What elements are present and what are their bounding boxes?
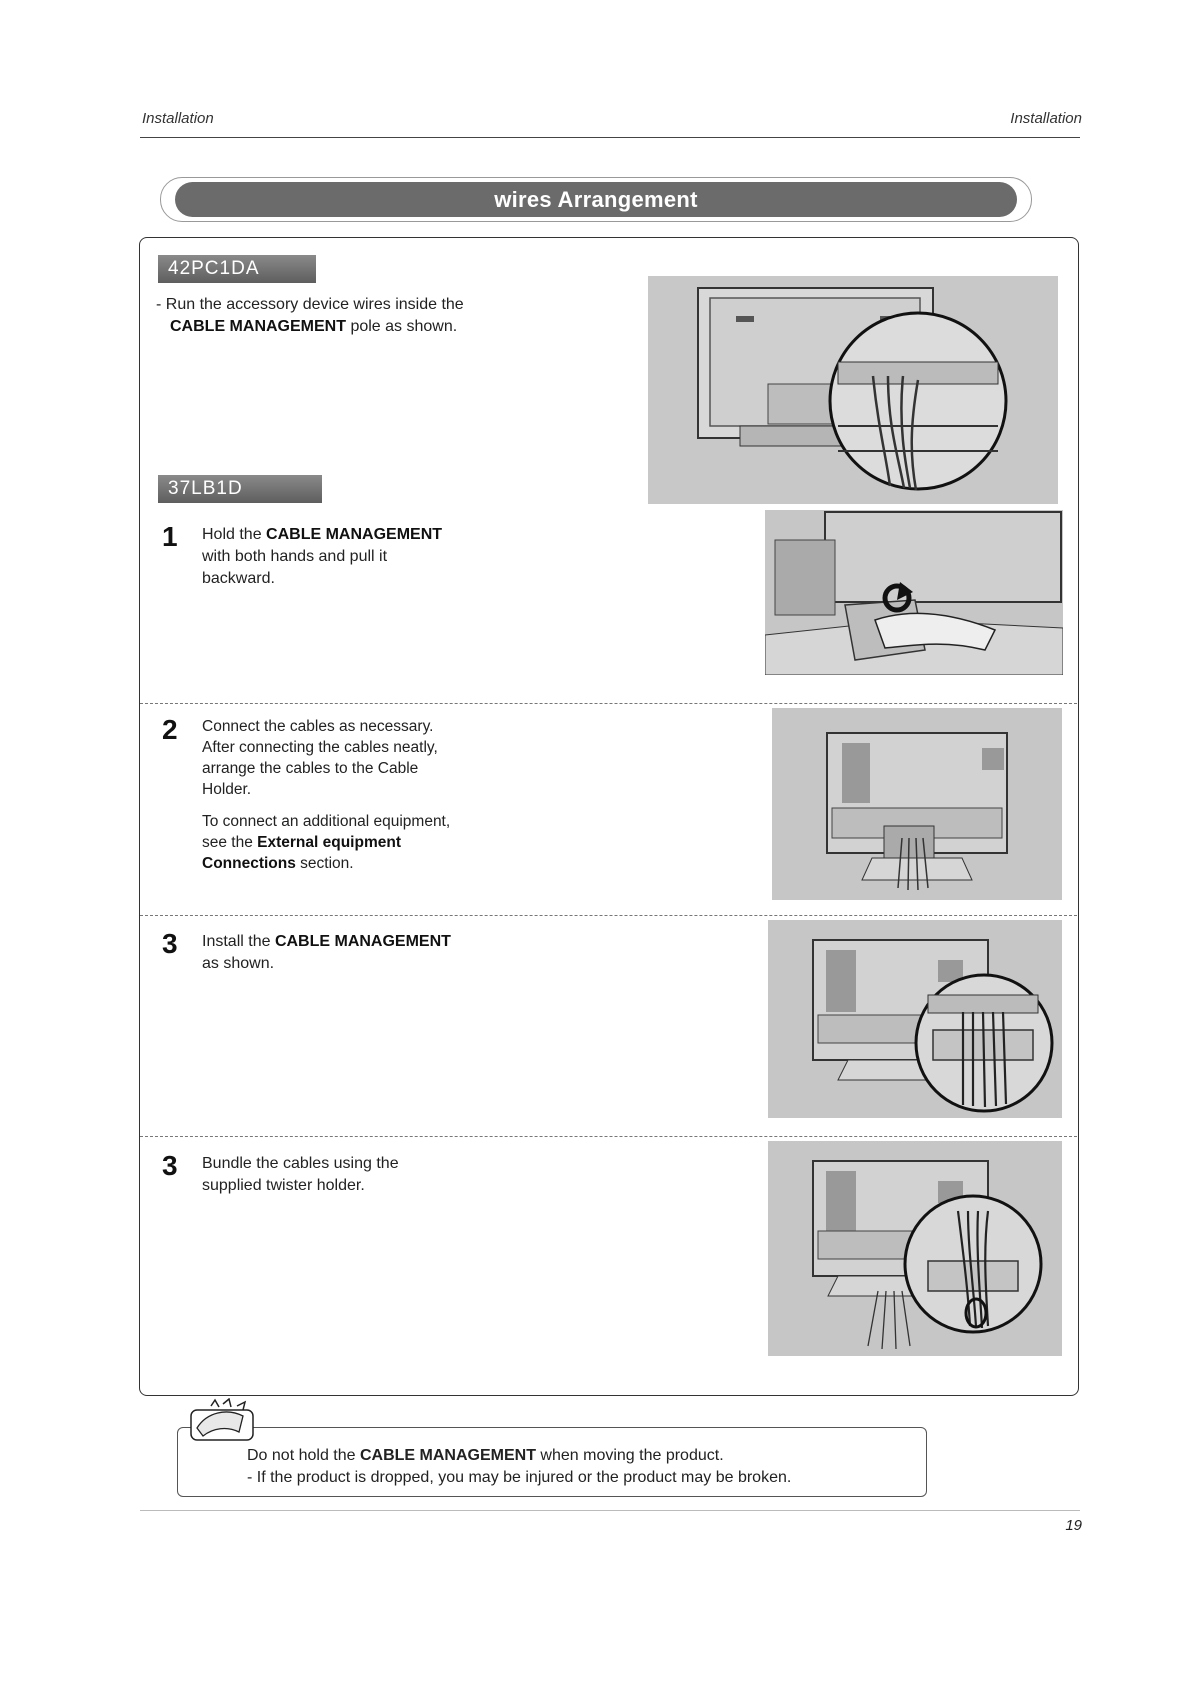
caution-text-rest: when moving the product.	[535, 1447, 724, 1464]
step-divider	[140, 915, 1077, 916]
step-2-line4: Holder.	[202, 781, 252, 798]
step-3-line1	[202, 931, 451, 953]
model-a-instruction-rest: pole as shown.	[346, 318, 458, 335]
caution-text: Do not hold the	[247, 1447, 360, 1464]
cable-management-term: CABLE MANAGEMENT	[266, 526, 443, 543]
step-2-section-text: section.	[295, 855, 354, 872]
model-a-instruction-line2	[170, 316, 457, 338]
step-1-text: Hold the	[202, 526, 267, 543]
cable-management-term: CABLE MANAGEMENT	[170, 318, 346, 335]
step-2-line5: To connect an additional equipment,	[202, 813, 451, 830]
step-divider	[140, 1136, 1077, 1137]
step-2-line2: After connecting the cables neatly,	[202, 739, 438, 756]
figure-step-3-install-cable-management	[768, 920, 1062, 1118]
content-panel	[139, 237, 1079, 1396]
step-2-see-text: see the	[202, 834, 258, 851]
running-header-right: Installation	[1010, 110, 1082, 127]
step-1-line2: with both hands and pull it	[202, 548, 388, 565]
model-tag-42pc1da: 42PC1DA	[158, 255, 316, 283]
step-3-text: Install the	[202, 933, 275, 950]
step-2-line3: arrange the cables to the Cable	[202, 760, 419, 777]
cable-management-term: CABLE MANAGEMENT	[274, 933, 451, 950]
external-equipment-term: External equipment	[257, 834, 401, 851]
cable-management-term: CABLE MANAGEMENT	[359, 1447, 536, 1464]
step-2-line7	[202, 853, 354, 874]
step-1-number: 1	[162, 521, 178, 552]
figure-step-2-arrange-cables	[772, 708, 1062, 900]
figure-42pc1da-rear-cables	[648, 276, 1058, 504]
connections-term: Connections	[202, 855, 296, 872]
step-divider	[140, 703, 1077, 704]
step-3-line2: as shown.	[202, 955, 275, 972]
step-bundle-number: 3	[162, 1150, 178, 1181]
section-title-banner	[160, 177, 1032, 222]
model-a-instruction-line1: - Run the accessory device wires inside the	[156, 296, 464, 313]
page-number: 19	[1065, 1517, 1082, 1534]
caution-hand-icon	[187, 1398, 261, 1450]
model-tag-37lb1d: 37LB1D	[158, 475, 322, 503]
step-1-line1	[202, 524, 442, 546]
figure-step-bundle-twister-holder	[768, 1141, 1062, 1356]
header-divider	[140, 137, 1080, 138]
step-bundle-line2: supplied twister holder.	[202, 1177, 365, 1194]
section-title: wires Arrangement	[175, 182, 1017, 217]
step-bundle-line1: Bundle the cables using the	[202, 1155, 399, 1172]
step-1-line3: backward.	[202, 570, 275, 587]
caution-line1	[247, 1447, 724, 1465]
step-3-number: 3	[162, 928, 178, 959]
step-2-number: 2	[162, 714, 178, 745]
step-2-line6	[202, 832, 401, 853]
caution-line2: - If the product is dropped, you may be injured or the product may be broken.	[247, 1469, 792, 1486]
step-2-line1: Connect the cables as necessary.	[202, 718, 434, 735]
running-header-left: Installation	[142, 110, 214, 127]
figure-step-1-pull-cable-management	[765, 510, 1063, 675]
footer-divider	[140, 1510, 1080, 1511]
